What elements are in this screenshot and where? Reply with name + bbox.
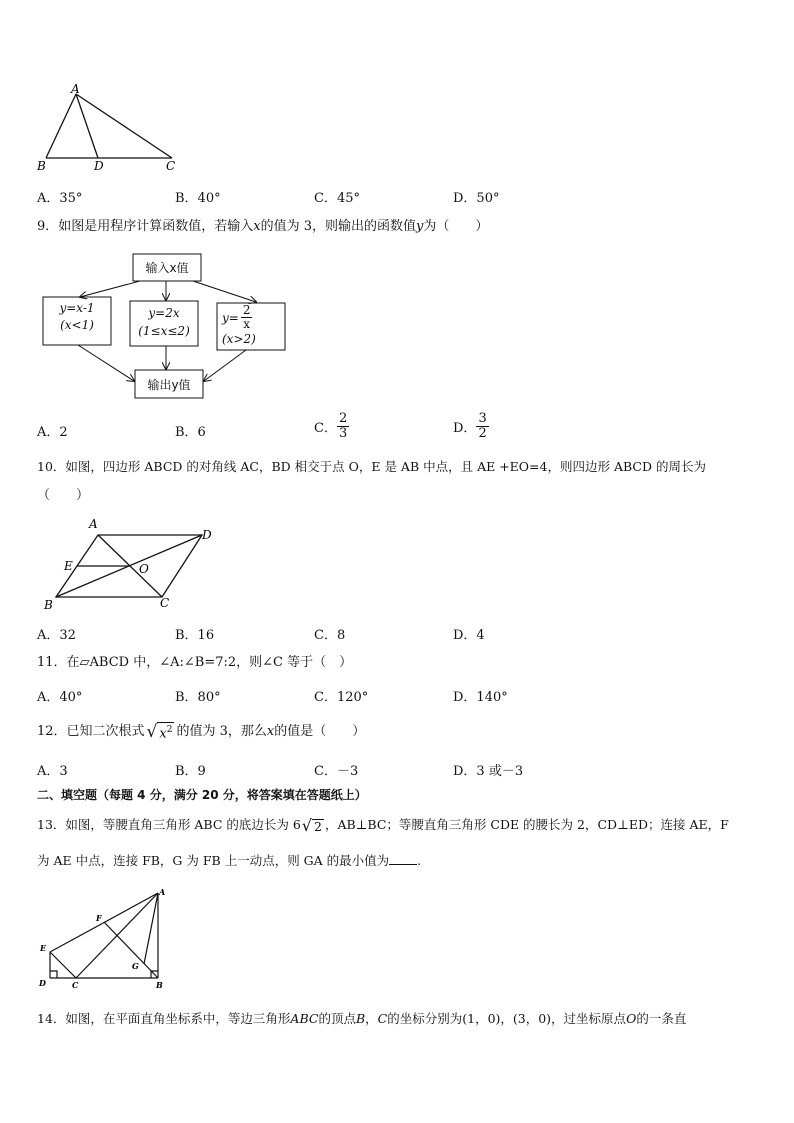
q13-line-1-post: ，AB⊥BC；等腰直角三角形 CDE 的腰长为 2，CD⊥ED；连接 AE，F xyxy=(324,817,729,832)
q9-text-mid: 的值为 3，则输出的函数值 xyxy=(260,219,417,234)
q12-text-pre: 12．已知二次根式 xyxy=(37,723,145,739)
q12-text-post: 的值是（ ） xyxy=(274,723,366,739)
question-10-line-1: 10．如图，四边形 ABCD 的对角线 AC，BD 相交于点 O，E 是 AB 中点，且 AE +EO=4，则四边形 ABCD 的周长为 xyxy=(37,459,706,474)
label-d: D xyxy=(94,159,104,173)
label-o: O xyxy=(139,562,149,576)
q8-option-d[interactable]: D．50° xyxy=(453,191,500,206)
flow-box-3-den: x xyxy=(243,317,251,331)
q9-option-a[interactable]: A．2 xyxy=(37,425,68,440)
label-g: G xyxy=(132,961,139,971)
q9-option-c-den: 3 xyxy=(338,426,348,441)
label-b: B xyxy=(156,980,163,990)
q9-var-x: x xyxy=(253,219,261,234)
q12-exponent: 2 xyxy=(166,725,173,735)
q10-option-a[interactable]: A．32 xyxy=(37,628,76,643)
q14-separator: ， xyxy=(365,1011,378,1026)
q13-line-2-pre: 为 AE 中点，连接 FB，G 为 FB 上一动点，则 GA 的最小值为 xyxy=(37,853,390,868)
label-f: F xyxy=(96,913,102,923)
q8-option-b[interactable]: B．40° xyxy=(175,191,221,206)
label-c: C xyxy=(72,980,79,990)
flow-input-label: 输入x值 xyxy=(145,261,189,275)
q14-triangle-name: ABC xyxy=(290,1011,319,1026)
q13-line-1-pre: 13．如图，等腰直角三角形 ABC 的底边长为 6 xyxy=(37,817,301,832)
q8-option-c[interactable]: C．45° xyxy=(314,191,360,206)
q10-option-d[interactable]: D．4 xyxy=(453,628,485,643)
q14-point-c: C xyxy=(377,1011,388,1026)
flow-box-2-condition: (1≤x≤2) xyxy=(138,324,190,338)
label-a: A xyxy=(89,517,98,531)
flow-input-box xyxy=(133,254,201,281)
q11-option-a[interactable]: A．40° xyxy=(37,690,83,705)
q14-point-b: B xyxy=(355,1011,366,1026)
flow-box-1 xyxy=(43,300,111,334)
label-a: A xyxy=(71,84,80,96)
flow-box-3-condition: (x>2) xyxy=(222,332,256,346)
q9-option-d-num: 3 xyxy=(478,411,487,426)
q11-option-b[interactable]: B．80° xyxy=(175,690,221,705)
q13-line-2-post: . xyxy=(417,853,422,868)
flowchart-arrows xyxy=(0,0,794,420)
q9-option-d-fraction xyxy=(476,412,488,441)
q13-sqrt: √ 2 xyxy=(301,815,322,835)
flow-box-1-condition: (x<1) xyxy=(60,318,94,332)
q9-option-c[interactable] xyxy=(314,412,349,441)
flow-box-1-formula: y=x-1 xyxy=(59,301,95,315)
question-13-line-1 xyxy=(37,816,729,834)
parallelogram-figure-q10 xyxy=(40,515,225,615)
q12-radicand: x xyxy=(159,726,167,742)
label-c: C xyxy=(166,159,176,173)
label-a: A xyxy=(159,887,166,897)
q10-option-b[interactable]: B．16 xyxy=(175,628,215,643)
q12-sqrt: √ $x^2$ xyxy=(146,722,173,743)
flow-box-3-num: 2 xyxy=(242,303,251,317)
section-2-heading: 二、填空题（每题 4 分，满分 20 分，将答案填在答题纸上） xyxy=(37,788,367,802)
flow-output-label: 输出y值 xyxy=(147,377,191,392)
q12-var-x: x xyxy=(266,723,275,739)
q9-var-y: y xyxy=(416,219,424,234)
question-13-line-2 xyxy=(37,852,421,870)
label-e: E xyxy=(40,943,47,953)
q14-text-mid-2: 的坐标分别为(1，0)，(3，0)，过坐标原点 xyxy=(387,1011,627,1026)
q14-point-o: O xyxy=(626,1011,637,1026)
q9-text-post: 为（ ） xyxy=(423,219,489,234)
question-10-line-2: （ ） xyxy=(37,488,90,503)
q9-option-d[interactable] xyxy=(453,412,489,441)
q12-option-c[interactable]: C．－3 xyxy=(314,764,359,779)
flow-box-3 xyxy=(222,304,282,346)
q9-option-c-num: 2 xyxy=(338,411,348,426)
q12-option-a[interactable]: A．3 xyxy=(37,764,68,779)
label-b: B xyxy=(44,598,53,612)
triangle-figure-q13 xyxy=(34,885,174,995)
q9-option-c-fraction xyxy=(337,412,349,441)
q9-text-pre: 9．如图是用程序计算函数值，若输入 xyxy=(37,219,254,234)
q9-option-b[interactable]: B．6 xyxy=(175,425,206,440)
q12-option-d[interactable]: D．3 或－3 xyxy=(453,764,524,779)
q14-text-mid-1: 的顶点 xyxy=(318,1011,356,1026)
question-12 xyxy=(37,722,365,741)
q11-option-c[interactable]: C．120° xyxy=(314,690,369,705)
label-e: E xyxy=(64,559,73,573)
flow-box-3-fraction xyxy=(241,304,253,331)
q10-option-c[interactable]: C．8 xyxy=(314,628,346,643)
q14-text-post: 的一条直 xyxy=(636,1011,687,1026)
q12-option-b[interactable]: B．9 xyxy=(175,764,206,779)
flow-box-2-formula: y=2x xyxy=(148,306,180,320)
q14-text-pre: 14．如图，在平面直角坐标系中，等边三角形 xyxy=(37,1011,291,1026)
q9-option-d-prefix: D． xyxy=(453,421,477,436)
question-14 xyxy=(37,1010,686,1028)
answer-blank[interactable] xyxy=(389,852,417,865)
q8-option-a[interactable]: A．35° xyxy=(37,191,83,206)
label-b: B xyxy=(37,159,46,173)
label-d: D xyxy=(39,978,46,988)
q13-radicand: 2 xyxy=(314,818,322,834)
flow-box-2 xyxy=(130,304,198,340)
flow-output-box xyxy=(135,370,203,398)
flow-box-3-prefix: y= xyxy=(222,310,239,325)
label-c: C xyxy=(160,596,170,610)
label-d: D xyxy=(202,528,212,542)
q12-text-mid: 的值为 3，那么 xyxy=(176,723,267,739)
q9-option-c-prefix: C． xyxy=(314,421,337,436)
q9-option-d-den: 2 xyxy=(478,426,487,441)
question-11: 11．在▱ABCD 中，∠A:∠B=7:2，则∠C 等于（ ） xyxy=(37,655,353,670)
q11-option-d[interactable]: D．140° xyxy=(453,690,508,705)
